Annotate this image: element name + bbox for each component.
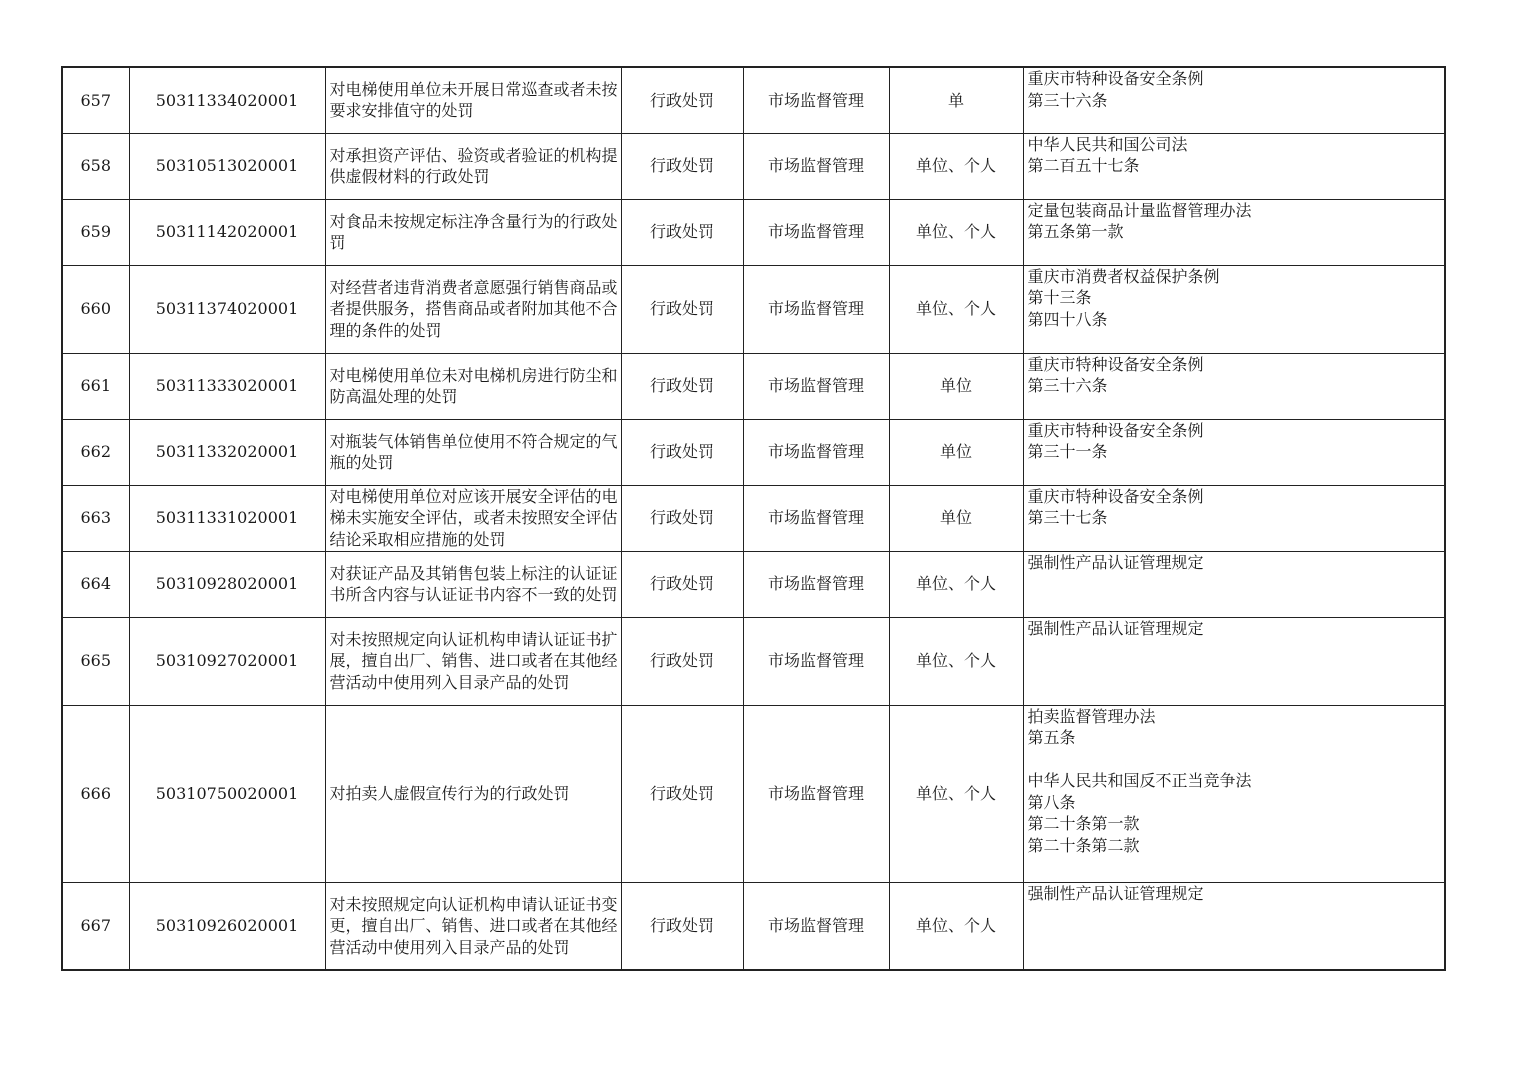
item-code: 50311334020001 (129, 67, 325, 133)
legal-basis-line: 第二十条第二款 (1027, 835, 1140, 855)
target-subject: 单位 (889, 419, 1023, 485)
legal-basis-line: 第五条 (1027, 728, 1076, 747)
legal-basis-line: 第二十条第一款 (1027, 814, 1140, 833)
row-number: 661 (62, 353, 129, 419)
item-code: 50311332020001 (129, 419, 325, 485)
row-number: 657 (62, 67, 129, 133)
legal-basis-line: 第二百五十七条 (1027, 156, 1140, 175)
item-name: 对电梯使用单位未对电梯机房进行防尘和防高温处理的处罚 (325, 353, 621, 419)
target-subject: 单位、个人 (889, 551, 1023, 617)
department: 市场监督管理 (743, 133, 889, 199)
item-name: 对未按照规定向认证机构申请认证证书扩展，擅自出厂、销售、进口或者在其他经营活动中使用列入目录产品的处罚 (325, 617, 621, 705)
penalty-type: 行政处罚 (621, 353, 743, 419)
legal-basis (1023, 419, 1445, 485)
legal-basis-line: 第三十六条 (1027, 90, 1108, 110)
table-row (62, 882, 1445, 970)
penalty-type: 行政处罚 (621, 617, 743, 705)
legal-basis (1023, 199, 1445, 265)
legal-basis-line: 重庆市消费者权益保护条例 (1027, 266, 1220, 286)
row-number: 662 (62, 419, 129, 485)
row-number: 665 (62, 617, 129, 705)
legal-basis (1023, 485, 1445, 551)
legal-basis-line: 第八条 (1027, 792, 1076, 812)
row-number: 666 (62, 705, 129, 882)
legal-basis (1023, 265, 1445, 353)
department: 市场监督管理 (743, 199, 889, 265)
department: 市场监督管理 (743, 485, 889, 551)
legal-basis-line: 中华人民共和国公司法 (1027, 134, 1188, 154)
legal-basis-line: 强制性产品认证管理规定 (1027, 552, 1204, 572)
item-code: 50310513020001 (129, 133, 325, 199)
legal-basis-line: 第四十八条 (1027, 309, 1108, 329)
legal-basis-line: 第五条第一款 (1027, 222, 1124, 241)
item-name: 对承担资产评估、验资或者验证的机构提供虚假材料的行政处罚 (325, 133, 621, 199)
item-name: 对食品未按规定标注净含量行为的行政处罚 (325, 199, 621, 265)
legal-basis-line: 第三十一条 (1027, 442, 1108, 461)
target-subject: 单位、个人 (889, 705, 1023, 882)
department: 市场监督管理 (743, 67, 889, 133)
penalty-type: 行政处罚 (621, 67, 743, 133)
department: 市场监督管理 (743, 551, 889, 617)
item-code: 50311331020001 (129, 485, 325, 551)
item-code: 50310928020001 (129, 551, 325, 617)
target-subject: 单位、个人 (889, 265, 1023, 353)
table-row (62, 353, 1445, 419)
row-number: 660 (62, 265, 129, 353)
legal-basis-line: 拍卖监督管理办法 (1027, 706, 1156, 726)
target-subject: 单位、个人 (889, 882, 1023, 970)
penalty-type: 行政处罚 (621, 551, 743, 617)
target-subject: 单位、个人 (889, 199, 1023, 265)
penalty-type: 行政处罚 (621, 133, 743, 199)
item-name: 对瓶装气体销售单位使用不符合规定的气瓶的处罚 (325, 419, 621, 485)
department: 市场监督管理 (743, 705, 889, 882)
item-name: 对经营者违背消费者意愿强行销售商品或者提供服务，搭售商品或者附加其他不合理的条件的处罚 (325, 265, 621, 353)
row-number: 664 (62, 551, 129, 617)
item-name: 对获证产品及其销售包装上标注的认证证书所含内容与认证证书内容不一致的处罚 (325, 551, 621, 617)
legal-basis-line: 第三十七条 (1027, 508, 1108, 527)
legal-basis-line: 重庆市特种设备安全条例 (1027, 486, 1204, 506)
table-row (62, 199, 1445, 265)
legal-basis (1023, 353, 1445, 419)
legal-basis (1023, 133, 1445, 199)
item-name: 对拍卖人虚假宣传行为的行政处罚 (325, 705, 621, 882)
legal-basis-line: 中华人民共和国反不正当竞争法 (1027, 771, 1252, 790)
table-row (62, 617, 1445, 705)
legal-basis (1023, 882, 1445, 970)
item-code: 50310750020001 (129, 705, 325, 882)
target-subject: 单位 (889, 353, 1023, 419)
target-subject: 单 (889, 67, 1023, 133)
legal-basis-line: 重庆市特种设备安全条例 (1027, 354, 1204, 374)
table-row (62, 133, 1445, 199)
table-row (62, 705, 1445, 882)
penalty-type: 行政处罚 (621, 419, 743, 485)
row-number: 659 (62, 199, 129, 265)
department: 市场监督管理 (743, 419, 889, 485)
legal-basis-line: 重庆市特种设备安全条例 (1027, 69, 1204, 88)
item-name: 对电梯使用单位未开展日常巡查或者未按要求安排值守的处罚 (325, 67, 621, 133)
department: 市场监督管理 (743, 882, 889, 970)
legal-basis-line (1028, 749, 1441, 771)
penalty-type: 行政处罚 (621, 882, 743, 970)
department: 市场监督管理 (743, 353, 889, 419)
penalty-type: 行政处罚 (621, 265, 743, 353)
penalty-type: 行政处罚 (621, 705, 743, 882)
target-subject: 单位 (889, 485, 1023, 551)
legal-basis (1023, 705, 1445, 882)
row-number: 667 (62, 882, 129, 970)
legal-basis (1023, 67, 1445, 133)
legal-basis-line: 第十三条 (1027, 288, 1092, 307)
legal-basis-line: 定量包装商品计量监督管理办法 (1027, 200, 1252, 220)
table-row (62, 485, 1445, 551)
legal-basis-line: 重庆市特种设备安全条例 (1027, 420, 1204, 440)
item-code: 50311374020001 (129, 265, 325, 353)
item-code: 50310926020001 (129, 882, 325, 970)
table-row (62, 419, 1445, 485)
legal-basis-line: 强制性产品认证管理规定 (1027, 618, 1204, 638)
penalty-type: 行政处罚 (621, 485, 743, 551)
penalty-table (61, 66, 1446, 971)
department: 市场监督管理 (743, 265, 889, 353)
table-row (62, 67, 1445, 133)
legal-basis (1023, 617, 1445, 705)
item-name: 对电梯使用单位对应该开展安全评估的电梯未实施安全评估，或者未按照安全评估结论采取相应措施的处罚 (325, 485, 621, 551)
department: 市场监督管理 (743, 617, 889, 705)
table-row (62, 551, 1445, 617)
item-name: 对未按照规定向认证机构申请认证证书变更，擅自出厂、销售、进口或者在其他经营活动中使用列入目录产品的处罚 (325, 882, 621, 970)
item-code: 50311142020001 (129, 199, 325, 265)
table-body (62, 67, 1445, 970)
item-code: 50310927020001 (129, 617, 325, 705)
legal-basis-line: 第三十六条 (1027, 376, 1108, 395)
target-subject: 单位、个人 (889, 133, 1023, 199)
legal-basis-line: 强制性产品认证管理规定 (1027, 883, 1204, 903)
legal-basis (1023, 551, 1445, 617)
table-row (62, 265, 1445, 353)
target-subject: 单位、个人 (889, 617, 1023, 705)
penalty-type: 行政处罚 (621, 199, 743, 265)
row-number: 663 (62, 485, 129, 551)
row-number: 658 (62, 133, 129, 199)
item-code: 50311333020001 (129, 353, 325, 419)
